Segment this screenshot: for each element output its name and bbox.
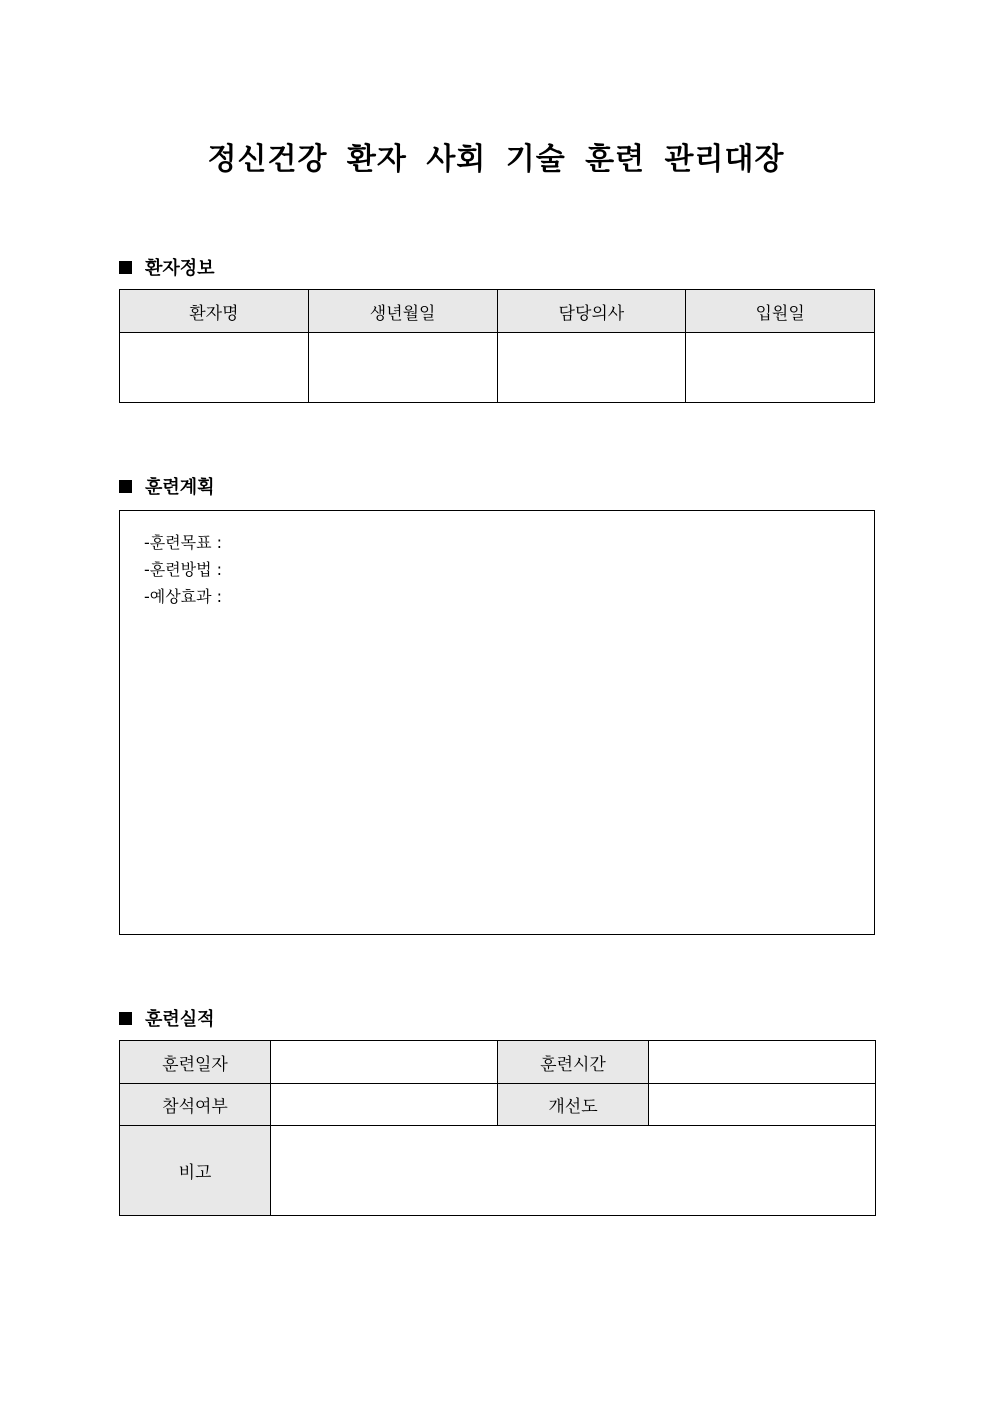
page-title: 정신건강 환자 사회 기술 훈련 관리대장: [207, 142, 785, 177]
training-record-table: [119, 1040, 876, 1216]
header-admission-date: 입원일: [686, 290, 875, 333]
cell-training-duration[interactable]: [649, 1041, 876, 1084]
cell-attendance[interactable]: [271, 1084, 498, 1126]
table-header-row: [120, 290, 875, 333]
plan-line-method: -훈련방법 :: [144, 560, 223, 579]
training-plan-box[interactable]: [119, 510, 875, 935]
header-patient-name: 환자명: [120, 290, 309, 333]
training-plan-lines: [144, 529, 222, 610]
cell-training-date[interactable]: [271, 1041, 498, 1084]
section-heading-training-plan: [119, 473, 215, 499]
label-training-duration: 훈련시간: [498, 1041, 649, 1084]
square-bullet-icon: [119, 1012, 132, 1025]
label-training-date: 훈련일자: [120, 1041, 271, 1084]
table-row: [120, 1041, 876, 1084]
section-title: 훈련실적: [145, 1009, 215, 1030]
square-bullet-icon: [119, 480, 132, 493]
plan-line-goal: -훈련목표 :: [144, 533, 223, 552]
table-row: [120, 1126, 876, 1216]
cell-improvement[interactable]: [649, 1084, 876, 1126]
table-row: [120, 1084, 876, 1126]
patient-info-table: [119, 289, 875, 403]
table-row: [120, 333, 875, 403]
cell-patient-name[interactable]: [120, 333, 309, 403]
square-bullet-icon: [119, 261, 132, 274]
section-title: 환자정보: [145, 258, 215, 279]
plan-line-effect: -예상효과 :: [144, 587, 223, 606]
label-improvement: 개선도: [498, 1084, 649, 1126]
label-remarks: 비고: [120, 1126, 271, 1216]
section-title: 훈련계획: [145, 477, 215, 498]
section-heading-patient-info: [119, 254, 215, 280]
cell-admission-date[interactable]: [686, 333, 875, 403]
label-attendance: 참석여부: [120, 1084, 271, 1126]
cell-doctor[interactable]: [497, 333, 686, 403]
cell-birth-date[interactable]: [308, 333, 497, 403]
header-doctor: 담당의사: [497, 290, 686, 333]
header-birth-date: 생년월일: [308, 290, 497, 333]
cell-remarks[interactable]: [271, 1126, 876, 1216]
section-heading-training-record: [119, 1005, 215, 1031]
